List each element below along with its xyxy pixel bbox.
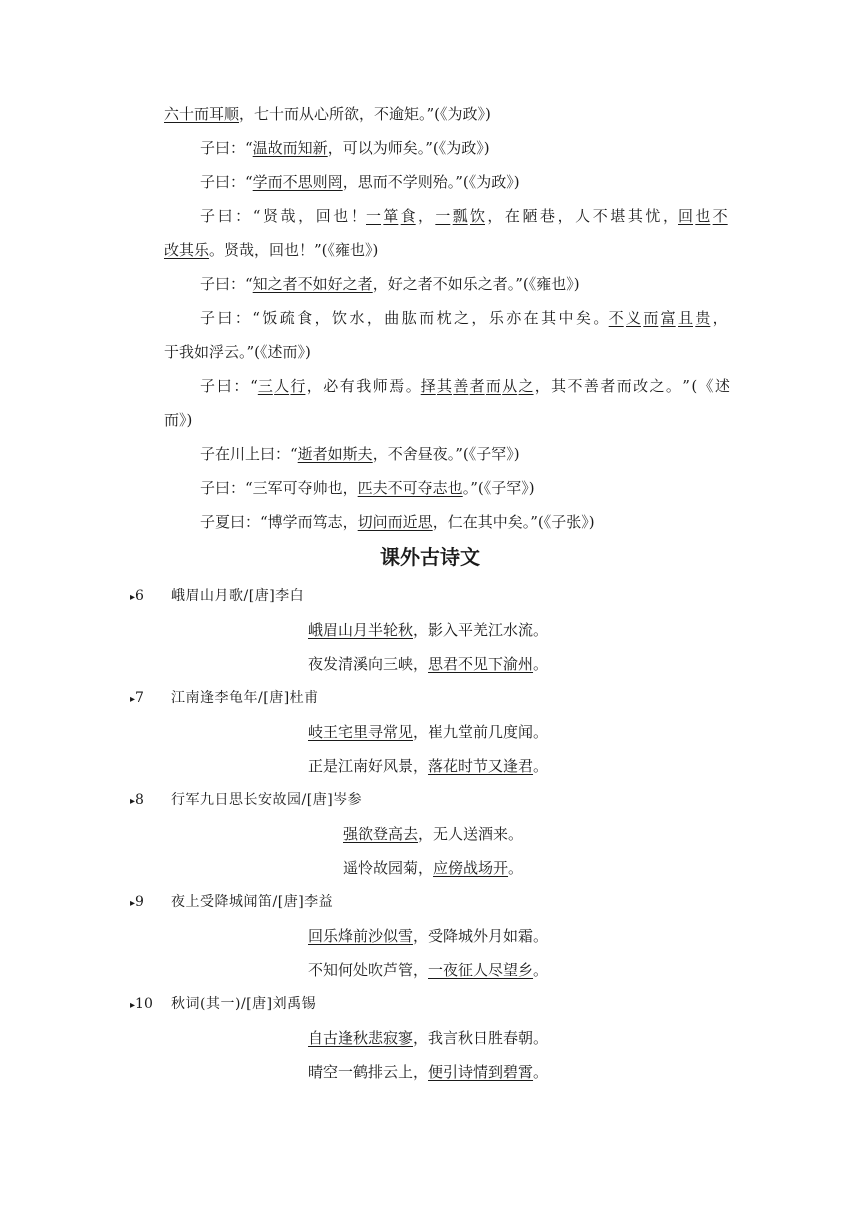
analects-char: 在 — [523, 309, 539, 327]
triangle-bullet-icon: ▸ — [130, 796, 136, 807]
analects-char: 曰 — [217, 309, 233, 327]
analects-underlined-phrase: 逝者如斯夫 — [297, 445, 373, 463]
analects-char: 贤 — [262, 207, 278, 225]
analects-char: 不 — [567, 377, 583, 395]
analects-underlined-char: 人 — [274, 377, 290, 395]
analects-underlined-phrase: 匹夫不可夺志也 — [357, 479, 463, 497]
poem-underlined-phrase: 峨眉山月半轮秋 — [308, 621, 414, 639]
poem-text: 正是江南好风景， — [308, 757, 429, 775]
analects-underlined-char: 之 — [518, 377, 534, 395]
poem-heading — [130, 586, 304, 608]
analects-char: ， — [298, 207, 314, 225]
analects-segment — [418, 206, 435, 226]
analects-segment — [421, 376, 535, 396]
analects-char: 之 — [649, 377, 665, 395]
analects-char: 在 — [504, 207, 520, 225]
analects-segment — [307, 376, 421, 396]
analects-line — [200, 206, 730, 226]
poem-text: 。 — [533, 961, 549, 979]
analects-char: ， — [534, 377, 550, 395]
analects-underlined-char: 从 — [502, 377, 518, 395]
poem-title-author: 秋词(其一)/[唐]刘禹锡 — [171, 996, 317, 1012]
analects-char: 忧 — [645, 207, 661, 225]
poem-line — [308, 620, 548, 640]
poem-text: 。 — [533, 1063, 549, 1081]
poem-underlined-phrase: 一夜征人尽望乡 — [428, 961, 534, 979]
analects-line — [164, 240, 730, 260]
poem-line — [308, 960, 548, 980]
analects-char: ： — [233, 377, 249, 395]
analects-underlined-char: 也 — [695, 207, 711, 225]
poem-title-author: 夜上受降城闻笛/[唐]李益 — [171, 894, 334, 910]
analects-text: ，好之者不如乐之者。”(《雍也》) — [372, 275, 580, 293]
analects-line — [200, 138, 730, 158]
poem-line — [308, 926, 548, 946]
analects-char: 曲 — [384, 309, 400, 327]
poem-underlined-phrase: 回乐烽前沙似雪 — [308, 927, 414, 945]
analects-line — [200, 274, 730, 294]
analects-text: 子在川上曰：“ — [200, 445, 298, 463]
analects-line — [200, 478, 730, 498]
analects-char: 而 — [419, 309, 435, 327]
poem-number: 10 — [135, 996, 153, 1012]
analects-char: 肱 — [401, 309, 417, 327]
poem-text: 。 — [533, 757, 549, 775]
analects-char: 。 — [665, 377, 681, 395]
analects-char: 其 — [541, 309, 557, 327]
analects-char: 。 — [405, 377, 421, 395]
analects-underlined-phrase: 学而不思则罔 — [252, 173, 343, 191]
poem-line — [308, 1062, 548, 1082]
analects-char: 食 — [297, 309, 313, 327]
analects-char: 堪 — [610, 207, 626, 225]
poem-text: 夜发清溪向三峡， — [308, 655, 429, 673]
analects-text: 子夏曰：“博学而笃志， — [200, 513, 358, 531]
analects-char: ， — [471, 309, 487, 327]
analects-underlined-char: 义 — [626, 309, 642, 327]
analects-char: 。 — [593, 309, 609, 327]
analects-char: 乐 — [488, 309, 504, 327]
triangle-bullet-icon: ▸ — [130, 694, 136, 705]
poem-text: 遥怜故园菊， — [343, 859, 434, 877]
poem-heading — [130, 994, 316, 1016]
analects-char: 有 — [339, 377, 355, 395]
analects-text: 子曰：“ — [200, 173, 253, 191]
analects-underlined-phrase: 温故而知新 — [252, 139, 328, 157]
analects-char: 不 — [592, 207, 608, 225]
analects-underlined-char: 而 — [643, 309, 659, 327]
analects-segment — [535, 376, 730, 396]
analects-char: “ — [252, 309, 260, 327]
poem-underlined-phrase: 强欲登高去 — [343, 825, 419, 843]
analects-text: ，思而不学则殆。”(《为政》) — [342, 173, 520, 191]
poem-line — [308, 756, 548, 776]
analects-underlined-char: 不 — [712, 207, 728, 225]
analects-char: 之 — [453, 309, 469, 327]
analects-char: 其 — [627, 207, 643, 225]
analects-char: 改 — [633, 377, 649, 395]
analects-char: 焉 — [389, 377, 405, 395]
analects-text: ，七十而从心所欲，不逾矩。”(《为政》) — [239, 105, 491, 123]
analects-char: 枕 — [436, 309, 452, 327]
analects-char: 饭 — [262, 309, 278, 327]
poem-number: 8 — [135, 792, 144, 808]
poem-title-author: 峨眉山月歌/[唐]李白 — [171, 588, 305, 604]
analects-segment — [713, 308, 730, 328]
analects-text: 。”(《子罕》) — [462, 479, 535, 497]
analects-char: 师 — [372, 377, 388, 395]
analects-char: ， — [662, 207, 678, 225]
poem-text: ，影入平羌江水流。 — [413, 621, 549, 639]
analects-char: 疏 — [279, 309, 295, 327]
poem-title-author: 江南逢李龟年/[唐]杜甫 — [171, 690, 319, 706]
analects-segment — [258, 376, 307, 396]
analects-segment — [200, 376, 258, 396]
analects-text: 子曰：“三军可夺帅也， — [200, 479, 358, 497]
analects-char: 饮 — [332, 309, 348, 327]
analects-underlined-char: 三 — [257, 377, 273, 395]
analects-line — [200, 308, 730, 328]
analects-segment — [200, 308, 609, 328]
analects-char: 子 — [200, 309, 216, 327]
analects-underlined-char: 回 — [678, 207, 694, 225]
poem-number: 9 — [135, 894, 144, 910]
triangle-bullet-icon: ▸ — [130, 592, 136, 603]
poem-text: 。 — [533, 655, 549, 673]
analects-underlined-phrase: 改其乐 — [164, 241, 210, 259]
analects-char: 亦 — [506, 309, 522, 327]
analects-char: 陋 — [522, 207, 538, 225]
poem-text: ，无人送酒来。 — [418, 825, 524, 843]
analects-char: ， — [712, 309, 728, 327]
analects-text: 子曰：“ — [200, 139, 253, 157]
poem-text: 。 — [508, 859, 524, 877]
analects-text: ，可以为师矣。”(《为政》) — [327, 139, 490, 157]
analects-underlined-phrase: 六十而耳顺 — [164, 105, 240, 123]
poem-text: ，崔九堂前几度闻。 — [413, 723, 549, 741]
analects-char: ： — [235, 207, 251, 225]
analects-line — [200, 376, 730, 396]
poem-text: 晴空一鹤排云上， — [308, 1063, 429, 1081]
analects-line — [164, 342, 730, 362]
section-title: 课外古诗文 — [380, 545, 480, 569]
poem-heading — [130, 892, 333, 914]
analects-char: 子 — [200, 377, 216, 395]
analects-char: ， — [366, 309, 382, 327]
analects-char: 述 — [714, 377, 730, 395]
analects-char: 我 — [356, 377, 372, 395]
analects-segment — [609, 308, 713, 328]
triangle-bullet-icon: ▸ — [130, 1000, 136, 1011]
analects-char: 回 — [315, 207, 331, 225]
analects-char: 中 — [558, 309, 574, 327]
poem-title-author: 行军九日思长安故园/[唐]岑参 — [171, 792, 363, 808]
analects-char: ： — [234, 309, 250, 327]
analects-char: 其 — [551, 377, 567, 395]
analects-char: 哉 — [280, 207, 296, 225]
analects-line — [200, 172, 730, 192]
poem-line — [343, 858, 523, 878]
analects-line — [200, 512, 730, 532]
analects-char: 巷 — [540, 207, 556, 225]
analects-char: 而 — [616, 377, 632, 395]
poem-heading — [130, 790, 362, 812]
analects-segment — [678, 206, 730, 226]
analects-char: 水 — [349, 309, 365, 327]
analects-char: 善 — [583, 377, 599, 395]
analects-underlined-char: 一 — [435, 207, 451, 225]
analects-text: ，不舍昼夜。”(《子罕》) — [372, 445, 520, 463]
analects-char: ， — [557, 207, 573, 225]
poem-line — [343, 824, 523, 844]
analects-underlined-char: 不 — [608, 309, 624, 327]
analects-underlined-char: 食 — [400, 207, 416, 225]
analects-line — [200, 444, 730, 464]
analects-line — [164, 410, 730, 430]
analects-char: 曰 — [217, 207, 233, 225]
poem-underlined-phrase: 思君不见下渝州 — [428, 655, 534, 673]
analects-char: 曰 — [216, 377, 232, 395]
poem-underlined-phrase: 自古逢秋悲寂寥 — [308, 1029, 414, 1047]
analects-text: 于我如浮云。”(《述而》) — [164, 343, 311, 361]
analects-char: 者 — [600, 377, 616, 395]
poem-text: ，我言秋日胜春朝。 — [413, 1029, 549, 1047]
poem-line — [308, 654, 548, 674]
analects-segment — [366, 206, 418, 226]
poem-line — [308, 1028, 548, 1048]
analects-underlined-char: 饮 — [469, 207, 485, 225]
analects-char: ( — [691, 377, 698, 395]
analects-underlined-char: 择 — [420, 377, 436, 395]
analects-char: 子 — [200, 207, 216, 225]
analects-text: 子曰：“ — [200, 275, 253, 293]
analects-char: 矣 — [575, 309, 591, 327]
analects-char: 必 — [323, 377, 339, 395]
poem-text: 不知何处吹芦管， — [308, 961, 429, 979]
analects-underlined-char: 箪 — [383, 207, 399, 225]
analects-char: ” — [682, 377, 690, 395]
poem-heading — [130, 688, 319, 710]
poem-text: ，受降城外月如霜。 — [413, 927, 549, 945]
poem-underlined-phrase: 应傍战场开 — [433, 859, 509, 877]
analects-line — [164, 104, 730, 124]
analects-underlined-phrase: 切问而近思 — [357, 513, 433, 531]
analects-char: “ — [250, 377, 258, 395]
analects-underlined-char: 其 — [437, 377, 453, 395]
analects-underlined-char: 者 — [469, 377, 485, 395]
poem-line — [308, 722, 548, 742]
analects-char: “ — [252, 207, 261, 225]
analects-underlined-char: 且 — [677, 309, 693, 327]
analects-underlined-char: 善 — [453, 377, 469, 395]
poem-underlined-phrase: 便引诗情到碧霄 — [428, 1063, 534, 1081]
analects-char: ， — [306, 377, 322, 395]
triangle-bullet-icon: ▸ — [130, 898, 136, 909]
analects-char: ， — [418, 207, 434, 225]
analects-underlined-char: 行 — [290, 377, 306, 395]
analects-char: 人 — [575, 207, 591, 225]
analects-char: 《 — [698, 377, 714, 395]
analects-char: ， — [487, 207, 503, 225]
analects-segment — [200, 206, 366, 226]
poem-number: 7 — [135, 690, 144, 706]
poem-underlined-phrase: 岐王宅里寻常见 — [308, 723, 414, 741]
analects-underlined-phrase: 知之者不如好之者 — [252, 275, 373, 293]
analects-char: ， — [314, 309, 330, 327]
analects-char: ！ — [350, 207, 366, 225]
analects-text: ，仁在其中矣。”(《子张》) — [432, 513, 595, 531]
analects-segment — [435, 206, 487, 226]
analects-text: 而》) — [164, 411, 193, 429]
analects-underlined-char: 富 — [660, 309, 676, 327]
analects-segment — [487, 206, 678, 226]
analects-underlined-char: 瓢 — [452, 207, 468, 225]
analects-text: 。贤哉，回也！”(《雍也》) — [209, 241, 379, 259]
analects-underlined-char: 而 — [485, 377, 501, 395]
poem-underlined-phrase: 落花时节又逢君 — [428, 757, 534, 775]
analects-char: 也 — [333, 207, 349, 225]
analects-underlined-char: 一 — [366, 207, 382, 225]
analects-underlined-char: 贵 — [695, 309, 711, 327]
poem-number: 6 — [135, 588, 144, 604]
